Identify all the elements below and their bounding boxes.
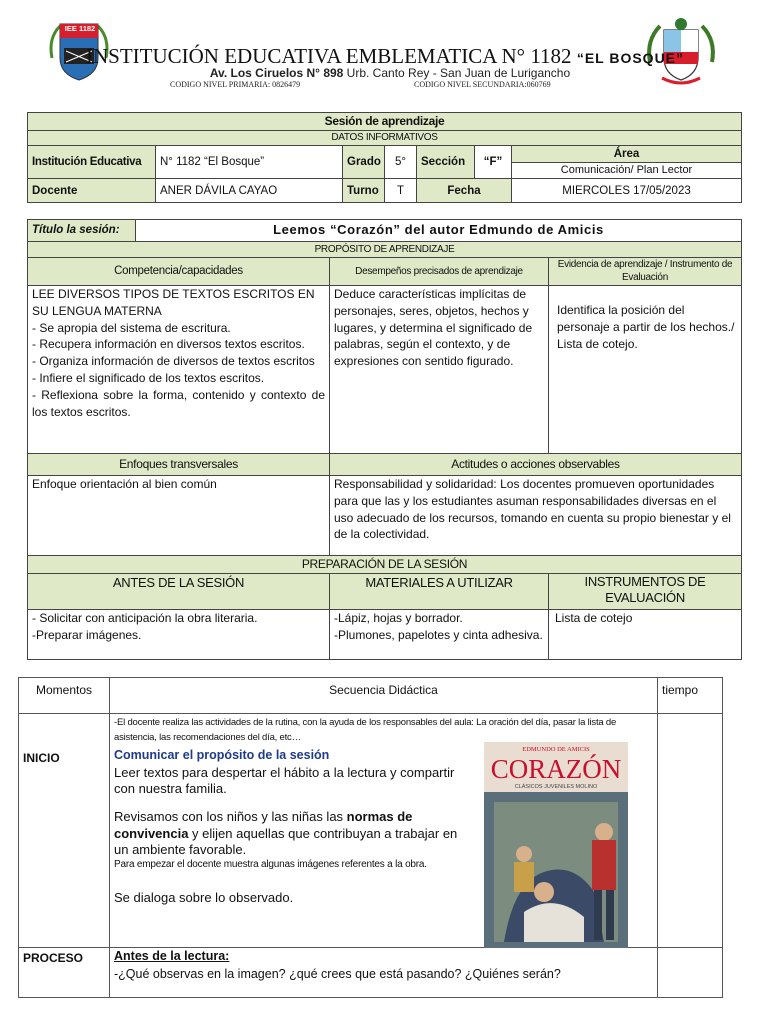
antes-lectura: Antes de la lectura:: [114, 949, 230, 963]
proceso-label: PROCESO: [19, 948, 110, 998]
competencia-item: - Organiza información de diversos de textos escritos: [32, 354, 315, 369]
code-secondary: CODIGO NIVEL SECUNDARIA:060769: [414, 80, 551, 89]
competencia-item: - Reflexiona sobre la forma, contenido y contexto de los textos escritos.: [32, 387, 325, 419]
proceso-cell: [110, 948, 658, 998]
competencia-item: - Recupera información en diversos textos escritos.: [32, 337, 305, 352]
antes-item: -Preparar imágenes.: [32, 627, 142, 642]
actitudes-label: Actitudes o acciones observables: [330, 454, 742, 476]
instrumentos-value: Lista de cotejo: [549, 609, 742, 659]
materiales-item: -Plumones, papelotes y cinta adhesiva.: [334, 627, 543, 642]
instrumentos-label: INSTRUMENTOS DE EVALUACIÓN: [549, 573, 742, 609]
area-label: Área: [512, 146, 742, 163]
col-momentos: Momentos: [19, 678, 110, 714]
fecha-value: MIERCOLES 17/05/2023: [512, 179, 742, 203]
col-desempenos: Desempeños precisados de aprendizaje: [330, 258, 549, 286]
antes-label: ANTES DE LA SESIÓN: [28, 573, 330, 609]
docente-value: ANER DÁVILA CAYAO: [156, 179, 343, 203]
code-primary: CODIGO NIVEL PRIMARIA: 0826479: [170, 80, 301, 89]
seccion-value: “F”: [475, 146, 512, 179]
book-author: EDMUNDO DE AMICIS: [522, 746, 590, 753]
antes-cell: [28, 609, 330, 659]
competencia-item: - Se apropia del sistema de escritura.: [32, 320, 231, 335]
normas-pre: Revisamos con los niños y las niñas las: [114, 809, 347, 825]
fecha-label: Fecha: [417, 179, 512, 203]
seccion-label: Sección: [417, 146, 475, 179]
col-tiempo: tiempo: [658, 678, 723, 714]
evidencia-item: Lista de cotejo.: [557, 336, 638, 351]
proceso-question: -¿Qué observas en la imagen? ¿qué crees que está pasando? ¿Quiénes serán?: [114, 966, 561, 981]
materiales-cell: [330, 609, 549, 659]
grado-label: Grado: [343, 146, 385, 179]
inicio-tiempo: [658, 714, 723, 948]
datos-informativos: DATOS INFORMATIVOS: [28, 131, 742, 146]
col-evidencia: Evidencia de aprendizaje / Instrumento de Evaluación: [549, 258, 742, 286]
grado-value: 5°: [385, 146, 417, 179]
area-value: Comunicación/ Plan Lector: [512, 163, 742, 179]
desempeno-cell: Deduce características implícitas de personajes, seres, objetos, hechos y lugares, y determina el significado de palabras, según el contexto, y de expresiones con sentido figurado.: [330, 286, 549, 454]
docente-label: Docente: [28, 179, 156, 203]
session-table: [27, 219, 742, 660]
normas-bold: normas de convivencia: [114, 809, 413, 841]
proposito-session-heading: Comunicar el propósito de la sesión: [114, 748, 330, 763]
materiales-label: MATERIALES A UTILIZAR: [330, 573, 549, 609]
proceso-tiempo: [658, 948, 723, 998]
book-title: CORAZÓN: [490, 754, 622, 784]
ie-label: Institución Educativa: [28, 146, 156, 179]
address-district: Urb. Canto Rey - San Juan de Lurigancho: [343, 66, 571, 80]
logo-text: IEE 1182: [64, 24, 96, 33]
proposito-heading: PROPÓSITO DE APRENDIZAJE: [28, 242, 742, 258]
book-subtitle: CLÁSICOS JUVENILES MOLINO: [514, 784, 598, 790]
actitud-value: Responsabilidad y solidaridad: Los docentes promueven oportunidades para que las y los estudiantes asuman responsabilidades diversas en el uso adecuado de los recursos, tomando en cuenta su propio bienestar y el de la colectividad.: [330, 476, 742, 556]
competencia-item: LEE DIVERSOS TIPOS DE TEXTOS ESCRITOS EN SU LENGUA MATERNA: [32, 287, 315, 318]
inicio-intro: -El docente realiza las actividades de la rutina, con la ayuda de los responsables del aula: La oración del día, pasar la lista de asistencia, las recomendaciones del día, etc…: [114, 717, 617, 744]
dialoga-text: Se dialoga sobre lo observado.: [114, 890, 294, 906]
materiales-item: -Lápiz, hojas y borrador.: [334, 610, 463, 625]
institution-quote: “EL BOSQUE”: [576, 50, 685, 66]
titulo-value: Leemos “Corazón” del autor Edmundo de Amicis: [136, 220, 742, 242]
ie-value: N° 1182 “El Bosque”: [156, 146, 343, 179]
turno-value: T: [385, 179, 417, 203]
datos-informativos-table: [27, 112, 742, 203]
institution-name: INSTITUCIÓN EDUCATIVA EMBLEMATICA N° 1182: [85, 44, 572, 68]
institution-address: [150, 66, 630, 80]
evidencia-cell: [549, 286, 742, 454]
col-competencia: Competencia/capacidades: [28, 258, 330, 286]
corazon-book-cover: [484, 742, 628, 948]
inicio-label: INICIO: [19, 714, 110, 948]
titulo-label: Título la sesión:: [28, 220, 136, 242]
preparacion-heading: PREPARACIÓN DE LA SESIÓN: [28, 556, 742, 574]
session-title: Sesión de aprendizaje: [28, 113, 742, 131]
institution-codes: [170, 80, 610, 89]
imagenes-text: Para empezar el docente muestra algunas imágenes referentes a la obra.: [114, 859, 427, 871]
enfoque-value: Enfoque orientación al bien común: [28, 476, 330, 556]
enfoques-label: Enfoques transversales: [28, 454, 330, 476]
col-secuencia: Secuencia Didáctica: [110, 678, 658, 714]
normas-post: y elijen aquellas que contribuyan a trabajar en un ambiente favorable.: [114, 825, 458, 857]
normas-text: [114, 809, 474, 858]
competencia-item: - Infiere el significado de los textos escritos.: [32, 370, 265, 385]
evidencia-item: Identifica la posición del personaje a partir de los hechos./: [557, 303, 735, 334]
turno-label: Turno: [343, 179, 385, 203]
antes-item: - Solicitar con anticipación la obra literaria.: [32, 610, 258, 625]
proposito-session-text: Leer textos para despertar el hábito a la lectura y compartir con nuestra familia.: [114, 764, 455, 797]
competencias-cell: [28, 286, 330, 454]
address-street: Av. Los Ciruelos N° 898: [209, 66, 344, 80]
